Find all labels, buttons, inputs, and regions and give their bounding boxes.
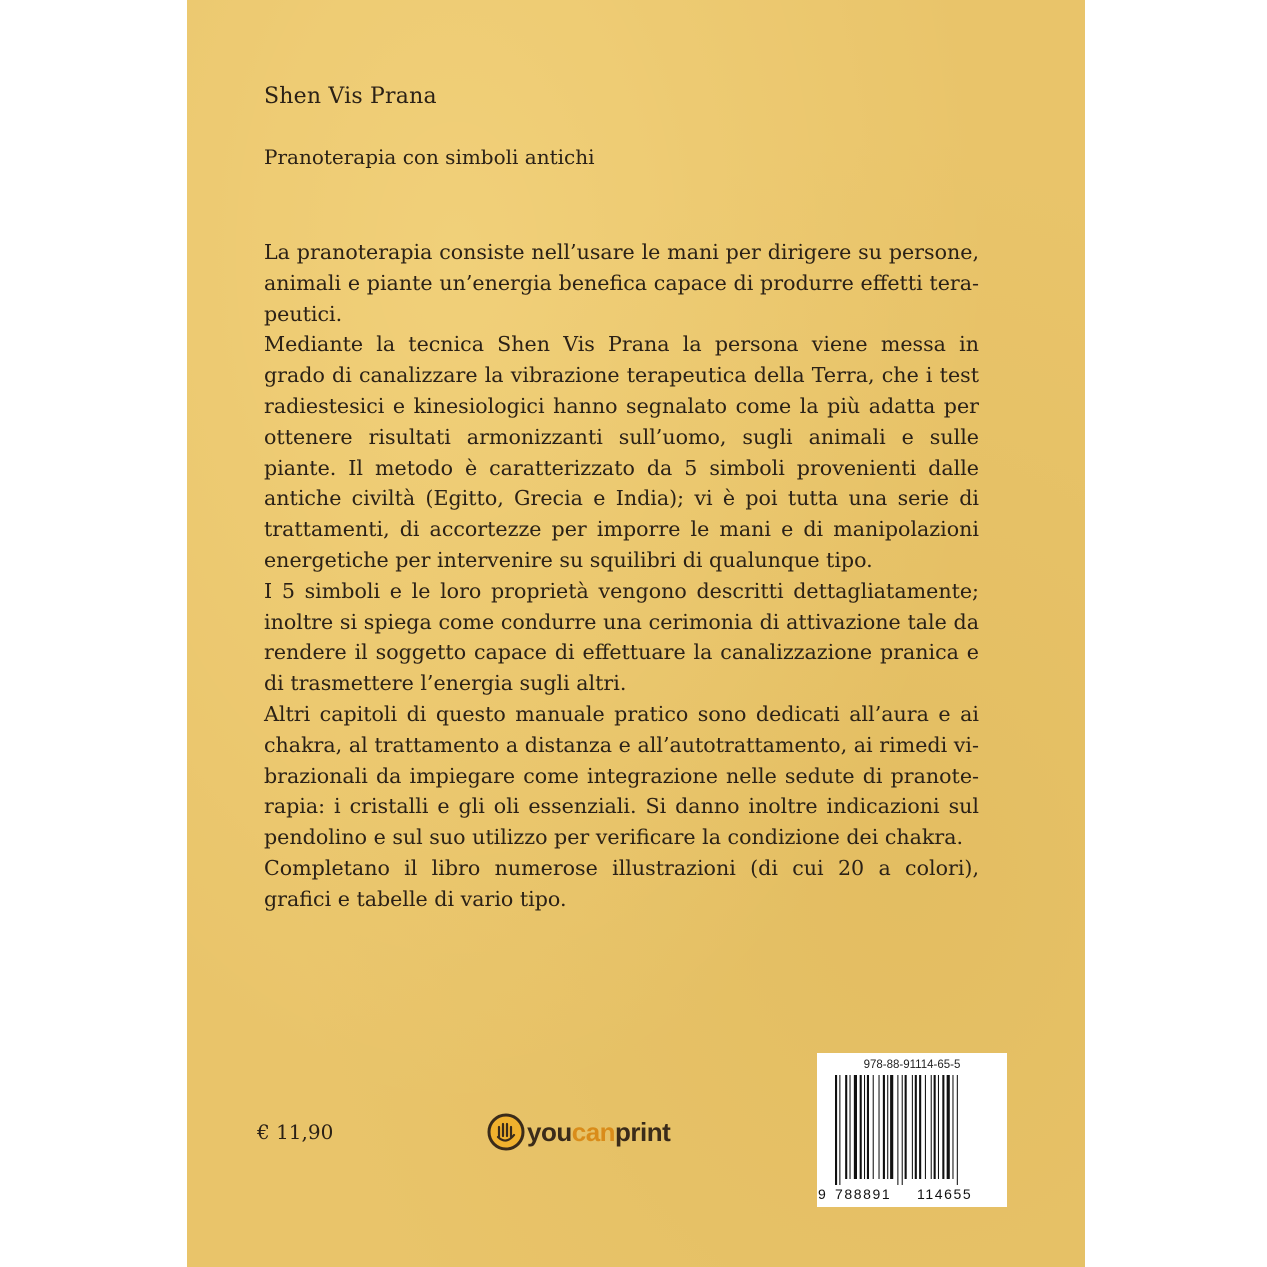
ean-right-group: 114655: [917, 1186, 973, 1202]
wordmark-print: print: [615, 1116, 671, 1147]
ean-left-group: 788891: [835, 1186, 892, 1202]
barcode-bar: [883, 1075, 885, 1179]
barcode-bar: [845, 1075, 847, 1179]
barcode-bar: [942, 1075, 944, 1179]
barcode-bar: [902, 1075, 903, 1185]
barcode-bar: [915, 1075, 917, 1179]
barcode-bar: [947, 1075, 950, 1179]
barcode-bar: [952, 1075, 953, 1179]
ean-digits: [817, 1186, 1007, 1204]
barcode-bars: [825, 1075, 999, 1185]
barcode-bar: [864, 1075, 865, 1179]
barcode-bar: [934, 1075, 936, 1179]
barcode-bar: [905, 1075, 907, 1179]
publisher-wordmark: [527, 1117, 670, 1148]
ean-first-digit: 9: [818, 1186, 826, 1202]
barcode-bar: [897, 1075, 898, 1185]
publisher-logo: [486, 1110, 670, 1154]
barcode: [817, 1053, 1007, 1207]
blurb-paragraph: La pranoterapia consiste nell’usare le mani per dirigere su persone, animali e piante un’energia benefica capace di produrre effetti terapeutici.: [264, 240, 979, 326]
blurb-paragraph: Mediante la tecnica Shen Vis Prana la persona viene messa in grado di canalizzare la vibrazione terapeutica della Terra, che i test radiestesici e kinesiologici hanno segnalato come la più adatta per ottenere risultati armonizzanti sull’uomo, sugli animali e sulle piante. Il metodo è caratterizzato da 5 simboli provenienti dalle antiche civiltà (Egitto, Grecia e India); vi è poi tutta una serie di trattamenti, di accortezze per imporre le mani e di manipolazioni energetiche per intervenire su squilibri di qualunque tipo.: [264, 332, 979, 572]
barcode-bar: [887, 1075, 888, 1179]
barcode-bar: [925, 1075, 926, 1179]
hand-in-circle-icon: [486, 1112, 526, 1152]
barcode-bar: [867, 1075, 869, 1179]
back-cover: [187, 0, 1085, 1267]
wordmark-you: you: [527, 1116, 572, 1147]
isbn-text: 978-88-91114-65-5: [863, 1059, 961, 1071]
barcode-bar: [860, 1075, 862, 1179]
barcode-bar: [873, 1075, 874, 1179]
book-subtitle: Pranoterapia con simboli antichi: [264, 145, 595, 169]
barcode-bar: [912, 1075, 913, 1179]
barcode-bar: [879, 1075, 880, 1179]
blurb-paragraph: I 5 simboli e le loro proprietà vengono descritti dettagliatamente; inoltre si spiega come condurre una cerimonia di attivazione tale da rendere il soggetto capace di effettuare la canalizzazione pranica e di trasmettere l’energia sugli altri.: [264, 578, 979, 696]
barcode-bar: [835, 1075, 837, 1185]
barcode-bar: [919, 1075, 921, 1179]
blurb-paragraph: Completano il libro numerose illustrazioni (di cui 20 a colori), grafici e tabelle di vario tipo.: [264, 855, 979, 911]
barcode-bar: [839, 1075, 840, 1185]
barcode-bar: [890, 1075, 893, 1179]
barcode-bar: [850, 1075, 851, 1179]
barcode-bar: [931, 1075, 932, 1179]
barcode-bar: [957, 1075, 958, 1185]
blurb-paragraph: Altri capitoli di questo manuale pratico sono dedicati all’aura e ai chakra, al trattamento a distanza e all’autotrattamento, ai rimedi vibrazionali da impiegare come integrazione nelle sedute di pranoterapia: i cristalli e gli oli essenziali. Si danno inoltre indicazioni sul pendolino e sul suo utilizzo per verificare la condizione dei chakra.: [264, 701, 979, 850]
wordmark-can: can: [571, 1116, 616, 1147]
barcode-bar: [938, 1075, 939, 1179]
author-name: Shen Vis Prana: [264, 84, 437, 109]
price: € 11,90: [257, 1120, 334, 1144]
barcode-bar: [854, 1075, 857, 1179]
blurb-text: [264, 237, 979, 915]
